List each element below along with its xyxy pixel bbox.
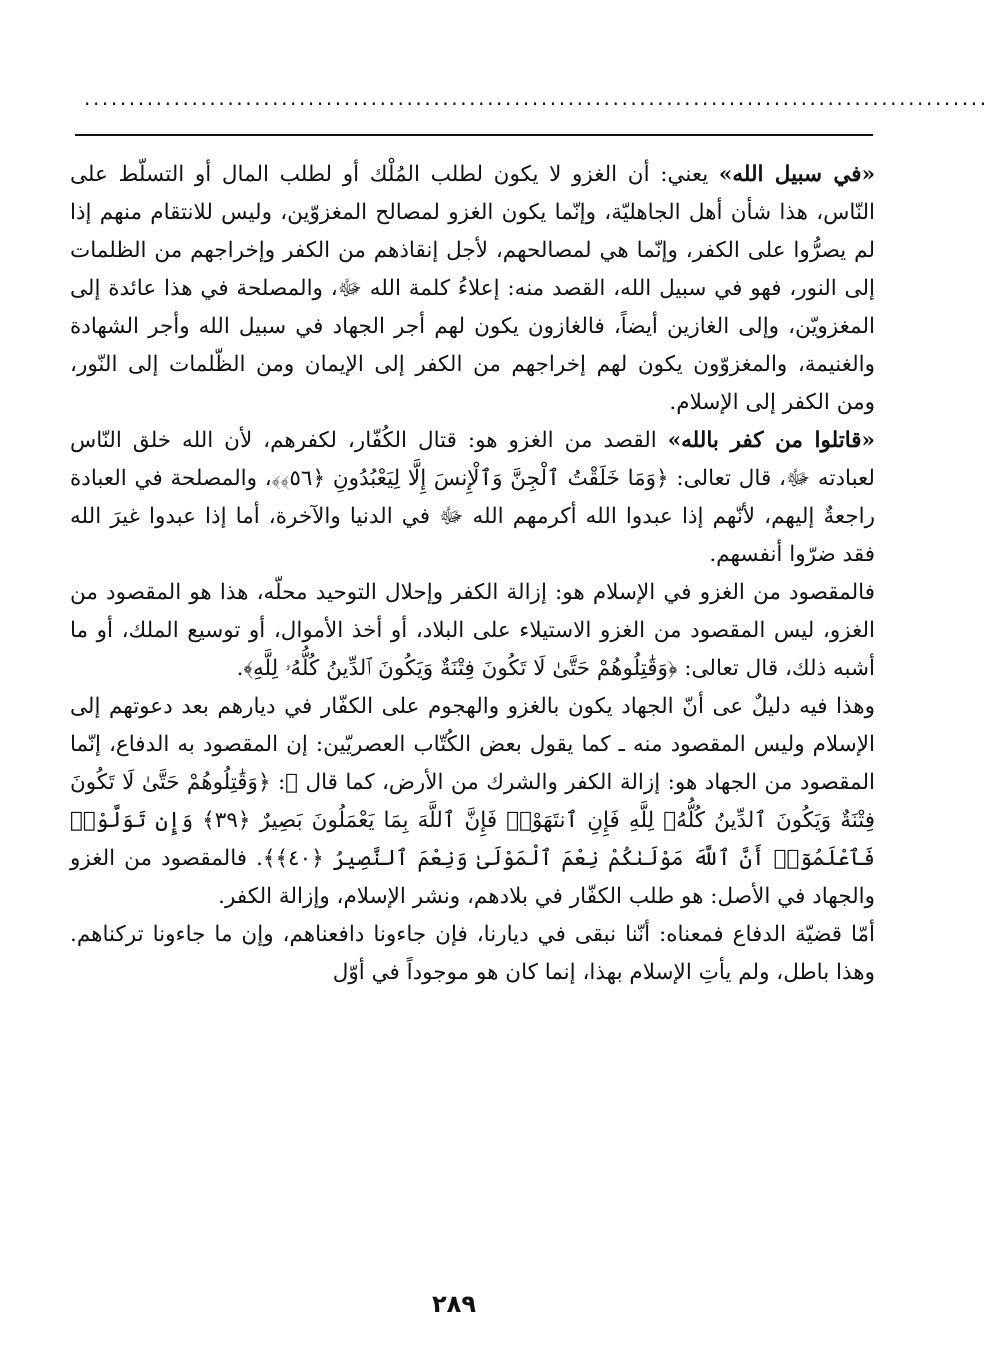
paragraph-1 [70, 156, 875, 422]
paragraph-text: وهذا فيه دليلٌ عى أنّ الجهاد يكون بالغزو والهجوم على الكفّار في ديارهم بعد دعوتهم إلى الإسلام وليس المقصود منه ـ كما يقول بعض الكُتّاب العصريّين: إن المقصود به الدفاع، إنّما المقصود من الجهاد هو: إزالة الكفر والشرك من الأرض، كما قال ﷻ: ﴿وَقَٰتِلُوهُمْ حَتَّىٰ لَا تَكُونَ فِتْنَةٌ وَيَكُونَ ٱلدِّينُ كُلُّهُۥ لِلَّهِ فَإِنِ ٱنتَهَوْا۟ فَإِنَّ ٱللَّهَ بِمَا يَعْمَلُونَ بَصِيرٌ ﴿٣٩﴾ وَإِن تَوَلَّوْا۟ فَٱعْلَمُوٓا۟ أَنَّ ٱللَّهَ مَوْلَىٰكُمْ نِعْمَ ٱلْمَوْلَىٰ وَنِعْمَ ٱلنَّصِيرُ ﴿٤٠﴾﴾. فالمقصود من الغزو والجهاد في الأصل: هو طلب الكفّار في بلادهم، ونشر الإسلام، وإزالة الكفر. [70, 694, 875, 909]
header-dotted-line: ..................................................................................................... [84, 86, 989, 110]
paragraph-4 [70, 688, 875, 916]
paragraph-text: يعني: أن الغزو لا يكون لطلب المُلْك أو لطلب المال أو التسلّط على النّاس، هذا شأن أهل الجاهليّة، وإنّما يكون الغزو لمصالح المغزوّين، وليس للانتقام منهم إذا لم يصرُّوا على الكفر، وإنّما هي لمصالحهم، لأجل إنقاذهم من الكفر وإخراجهم من الظلمات إلى النور، فهو في سبيل الله، القصد منه: إعلاءُ كلمة الله ﷻ، والمصلحة في هذا عائدة إلى المغزويّن، وإلى الغازين أيضاً، فالغازون يكون لهم أجر الجهاد في سبيل الله وأجر الشهادة والغنيمة، والمغزوّون يكون لهم إخراجهم من الكفر إلى الإيمان ومن الظّلمات إلى النّور، ومن الكفر إلى الإسلام. [70, 162, 875, 415]
paragraph-text: القصد من الغزو هو: قتال الكُفّار، لكفرهم، لأن الله خلق النّاس لعبادته ﷻ، قال تعالى: ﴿وَمَا خَلَقْتُ ٱلْجِنَّ وَٱلْإِنسَ إِلَّا لِيَعْبُدُونِ ﴿٥٦﴾﴾، والمصلحة في العبادة راجعةٌ إليهم، لأنّهم إذا عبدوا الله أكرمهم الله ﷻ في الدنيا والآخرة، أما إذا عبدوا غيرَ الله فقد ضرّوا أنفسهم. [70, 428, 875, 567]
paragraph-lead: «قاتلوا من كفر بالله» [667, 428, 875, 453]
paragraph-5 [70, 916, 875, 992]
page-number: ٢٨٩ [432, 1290, 476, 1318]
paragraph-2 [70, 422, 875, 574]
paragraph-3 [70, 574, 875, 688]
paragraph-text: فالمقصود من الغزو في الإسلام هو: إزالة الكفر وإحلال التوحيد محلّه، هذا هو المقصود من الغزو، ليس المقصود من الغزو الاستيلاء على البلاد، أو أخذ الأموال، أو توسيع الملك، أو ما أشبه ذلك، قال تعالى: ﴿وَقَٰتِلُوهُمْ حَتَّىٰ لَا تَكُونَ فِتْنَةٌ وَيَكُونَ ٱلدِّينُ كُلُّهُۥ لِلَّهِ﴾. [70, 580, 875, 681]
paragraph-lead: «في سبيل الله» [718, 162, 876, 187]
paragraph-text: أمّا قضيّة الدفاع فمعناه: أنّنا نبقى في ديارنا، فإن جاءونا دافعناهم، وإن ما جاءونا تركناهم. وهذا باطل، ولم يأتِ الإسلام بهذا، إنما كان هو موجوداً في أوّل [70, 922, 875, 985]
header-rule [75, 134, 873, 136]
main-text [70, 156, 875, 992]
